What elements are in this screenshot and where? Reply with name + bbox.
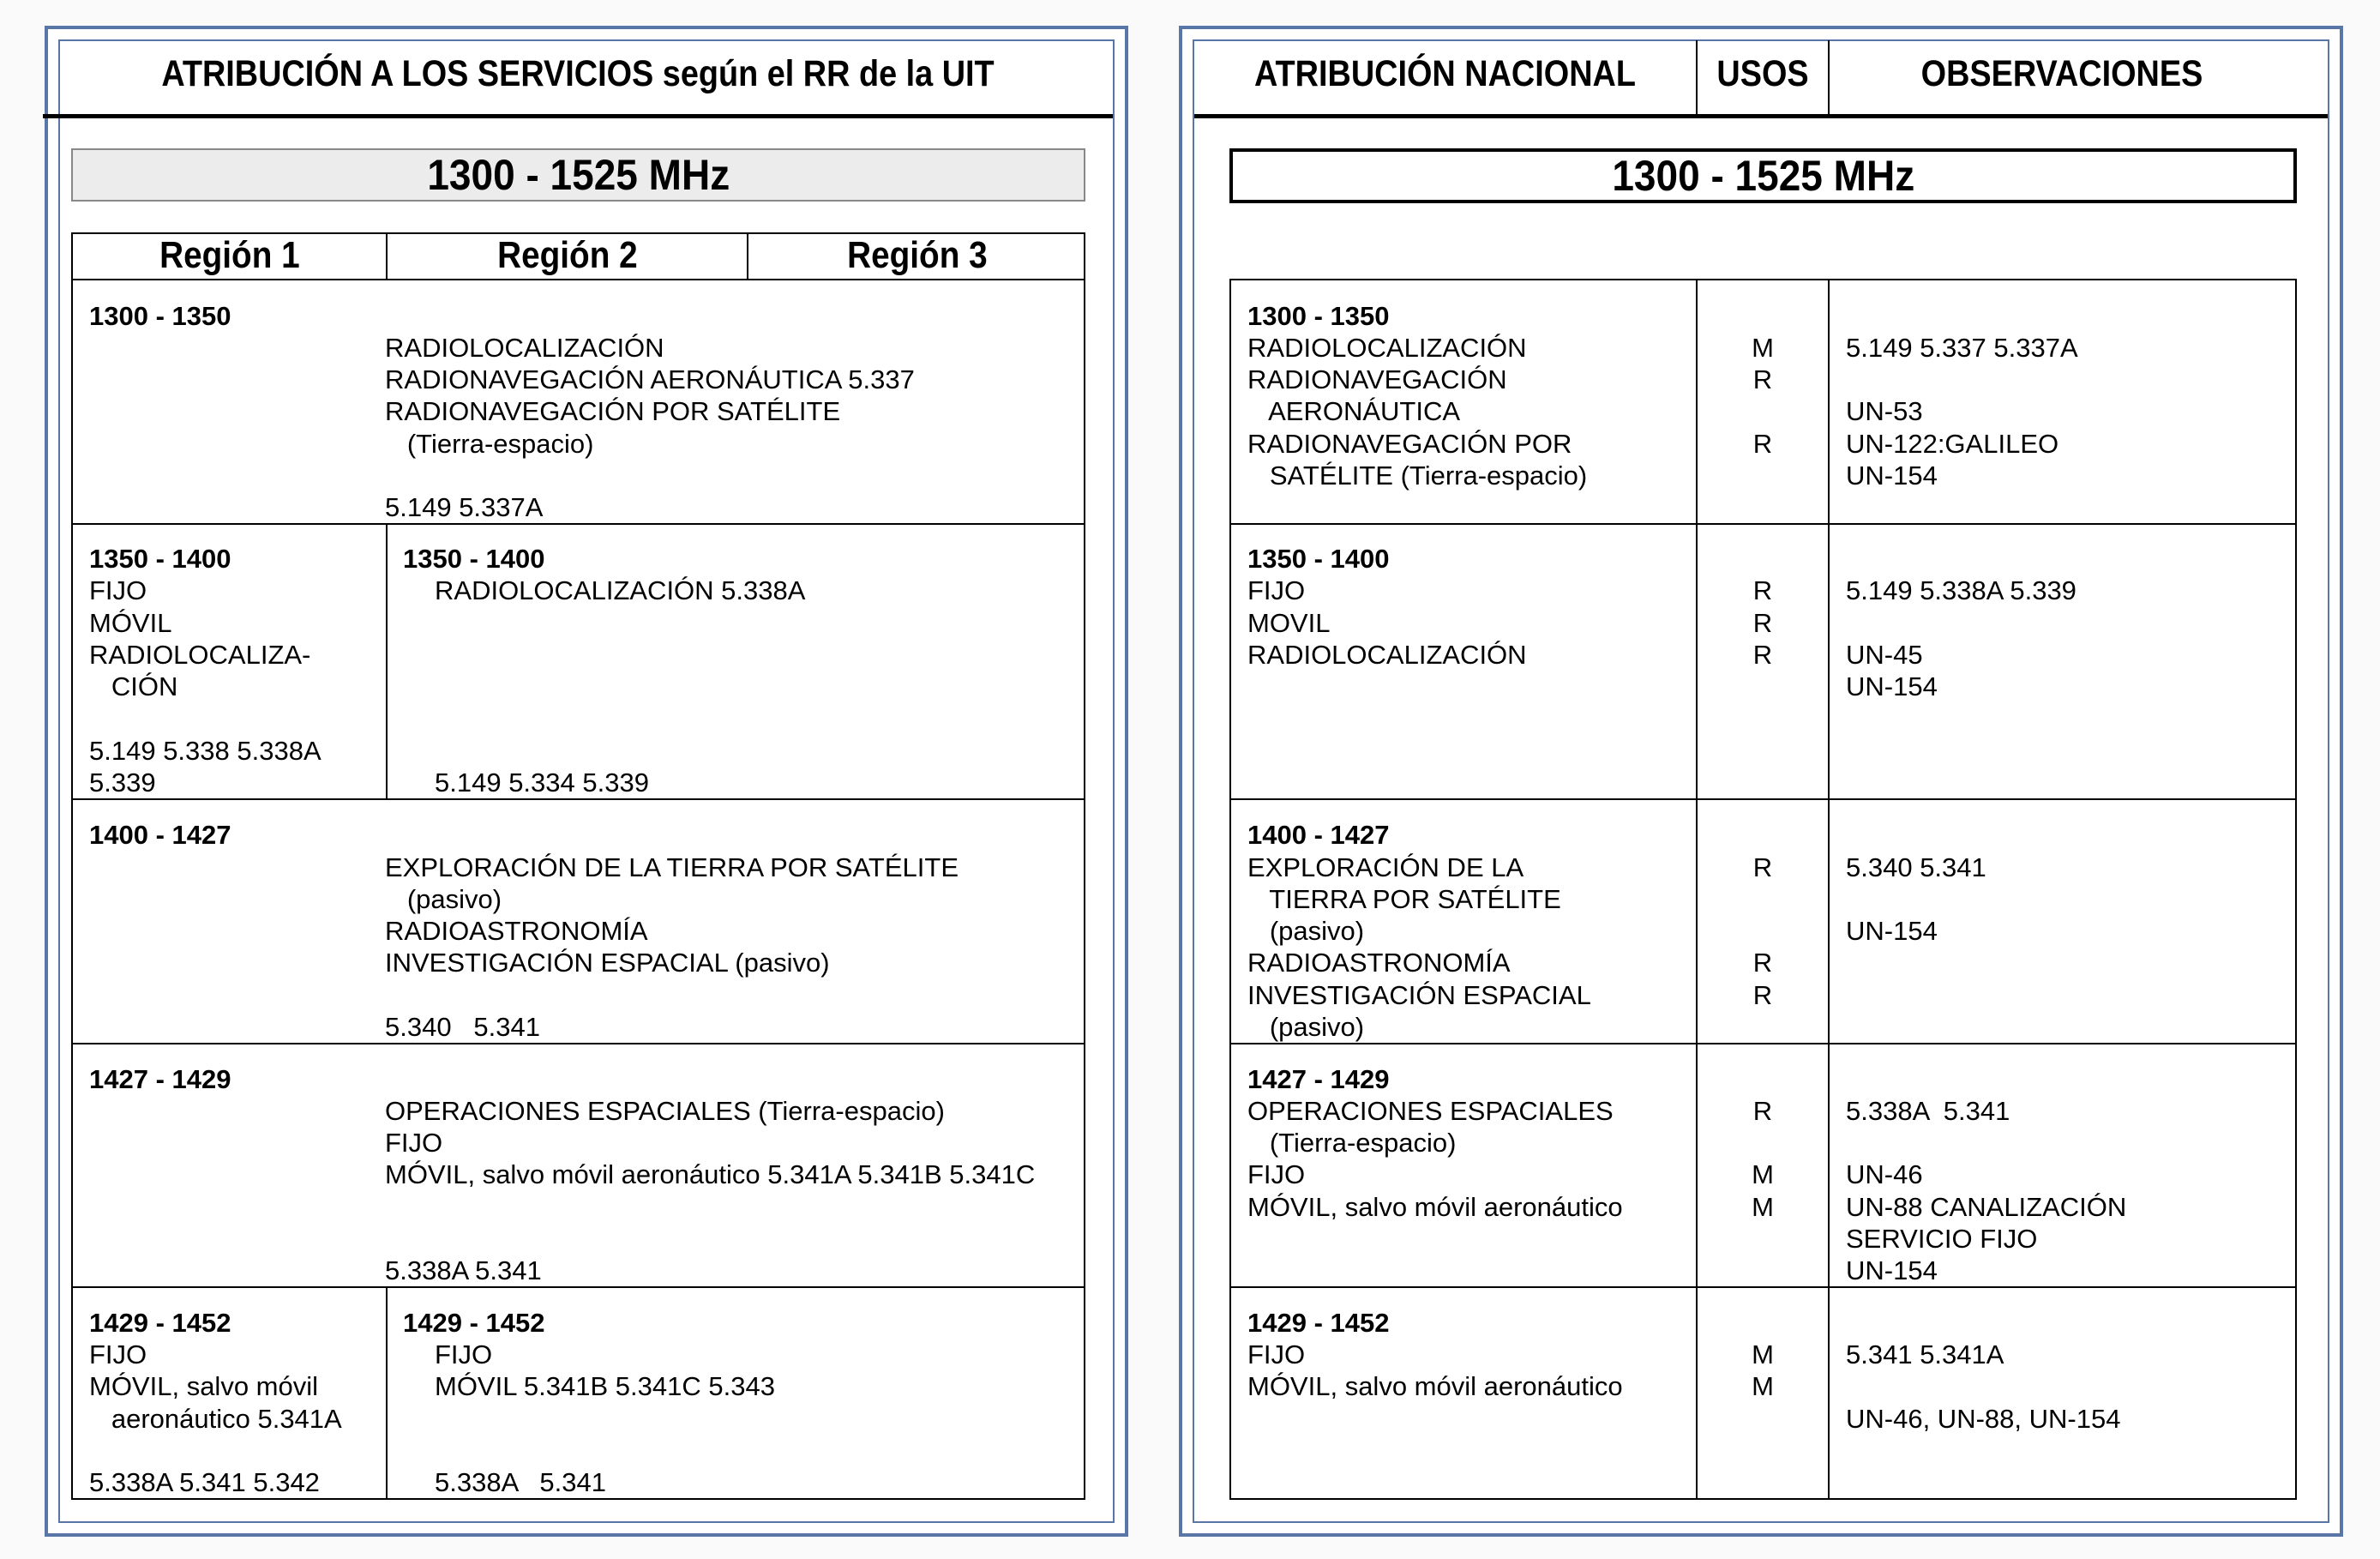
left-row2-r1-service: FIJO [89,575,147,605]
right-row5-uso: M [1752,1371,1774,1401]
left-row1-notes: 5.149 5.337A [385,492,544,522]
right-row1-uso: M [1752,333,1774,363]
left-band-text: 1300 - 1525 MHz [427,151,730,199]
left-row4-service: OPERACIONES ESPACIALES (Tierra-espacio) [385,1096,945,1126]
right-row4-service: (Tierra-espacio) [1247,1128,1457,1158]
left-row2-r1-service: RADIOLOCALIZA- [89,640,311,670]
right-row3-uso: R [1752,948,1773,978]
right-row4-freq: 1427 - 1429 [1247,1064,1390,1094]
right-col-divider-2 [1828,279,1830,1500]
left-row3-service: (pasivo) [385,884,502,914]
right-row1-service: AERONÁUTICA [1247,396,1461,426]
left-table-header-rule [71,279,1085,280]
left-row4-notes: 5.338A 5.341 [385,1255,542,1285]
left-row3-service: INVESTIGACIÓN ESPACIAL (pasivo) [385,948,830,978]
right-row3-service: RADIOASTRONOMÍA [1247,948,1511,978]
left-row5-r23-service: MÓVIL 5.341B 5.341C 5.343 [435,1371,775,1401]
left-row4-freq: 1427 - 1429 [89,1064,231,1094]
left-row5-r23-service: FIJO [435,1339,493,1369]
right-row4-obs: UN-46 [1846,1159,1923,1189]
region-1-header: Región 1 [159,234,300,276]
left-row-rule-3 [71,1043,1085,1044]
right-row2-freq: 1350 - 1400 [1247,544,1390,574]
right-row1-service: RADIONAVEGACIÓN POR [1247,429,1572,459]
right-row3-service: (pasivo) [1247,916,1365,946]
right-band-text: 1300 - 1525 MHz [1612,152,1914,200]
left-row2-r1-service: MÓVIL [89,608,172,638]
right-row4-uso: R [1752,1096,1773,1126]
left-row5-r23-freq: 1429 - 1452 [403,1308,545,1338]
right-header-divider-1 [1696,40,1698,116]
left-row5-r1-freq: 1429 - 1452 [89,1308,231,1338]
left-row2-r23-freq: 1350 - 1400 [403,544,545,574]
region-3-header: Región 3 [846,234,988,276]
left-row2-r1-notes: 5.339 [89,767,156,798]
left-row1-service: (Tierra-espacio) [385,429,594,459]
right-row-rule-3 [1229,1043,2297,1044]
left-row5-r1-service: MÓVIL, salvo móvil [89,1371,319,1401]
right-row-rule-2 [1229,798,2297,800]
right-row3-service: TIERRA POR SATÉLITE [1247,884,1561,914]
left-row3-freq: 1400 - 1427 [89,820,231,850]
right-row1-obs: UN-53 [1846,396,1923,426]
right-row3-freq: 1400 - 1427 [1247,820,1390,850]
right-row4-service: OPERACIONES ESPACIALES [1247,1096,1614,1126]
region-2-header: Región 2 [496,234,638,276]
right-col-divider-1 [1696,279,1698,1500]
left-row-rule-1 [71,523,1085,525]
left-row2-r23-service: RADIOLOCALIZACIÓN 5.338A [435,575,806,605]
right-row2-uso: R [1752,608,1773,638]
left-row1-service: RADIONAVEGACIÓN POR SATÉLITE [385,396,841,426]
right-row2-obs: UN-45 [1846,640,1923,670]
right-row4-obs: SERVICIO FIJO [1846,1224,2038,1254]
left-row2-r1-service: CIÓN [89,671,178,701]
right-row5-obs: UN-46, UN-88, UN-154 [1846,1404,2121,1434]
right-row1-uso: R [1752,429,1773,459]
left-row-rule-4 [71,1286,1085,1288]
left-row2-r1-freq: 1350 - 1400 [89,544,231,574]
right-row4-obs: UN-88 CANALIZACIÓN [1846,1192,2127,1222]
right-row3-service: EXPLORACIÓN DE LA [1247,852,1524,882]
right-header-observaciones: OBSERVACIONES [1920,53,2203,94]
left-row2-r23-notes: 5.149 5.334 5.339 [435,767,649,798]
left-row3-notes: 5.340 5.341 [385,1012,540,1042]
right-row-rule-1 [1229,523,2297,525]
left-band-title [71,148,1085,202]
right-row2-service: RADIOLOCALIZACIÓN [1247,640,1527,670]
right-row2-uso: R [1752,575,1773,605]
right-row2-service: MOVIL [1247,608,1331,638]
right-row1-service: SATÉLITE (Tierra-espacio) [1247,460,1588,491]
right-row5-freq: 1429 - 1452 [1247,1308,1390,1338]
left-row-rule-2 [71,798,1085,800]
right-row-rule-4 [1229,1286,2297,1288]
left-row1-service: RADIONAVEGACIÓN AERONÁUTICA 5.337 [385,364,915,394]
right-row4-uso: M [1752,1159,1774,1189]
right-row2-uso: R [1752,640,1773,670]
left-row1-service: RADIOLOCALIZACIÓN [385,333,664,363]
right-header-divider-2 [1828,40,1830,116]
left-row5-r1-notes: 5.338A 5.341 5.342 [89,1467,320,1497]
left-row2-divider [386,523,388,799]
right-row3-uso: R [1752,852,1773,882]
left-header: ATRIBUCIÓN A LOS SERVICIOS según el RR de la UIT [161,53,995,94]
left-row3-service: EXPLORACIÓN DE LA TIERRA POR SATÉLITE [385,852,959,882]
left-row5-r1-service: FIJO [89,1339,147,1369]
right-row3-obs: UN-154 [1846,916,1938,946]
right-row4-service: MÓVIL, salvo móvil aeronáutico [1247,1192,1623,1222]
left-row1-freq: 1300 - 1350 [89,301,231,331]
right-row3-uso: R [1752,980,1773,1010]
right-row4-obs: UN-154 [1846,1255,1938,1285]
left-row5-r1-service: aeronáutico 5.341A [89,1404,342,1434]
right-row1-service: RADIOLOCALIZACIÓN [1247,333,1527,363]
right-band-title [1229,148,2297,203]
right-row1-service: RADIONAVEGACIÓN [1247,364,1507,394]
right-row5-service: FIJO [1247,1339,1306,1369]
right-row2-service: FIJO [1247,575,1306,605]
right-row2-obs: UN-154 [1846,671,1938,701]
left-row2-r1-notes: 5.149 5.338 5.338A [89,736,322,766]
right-row4-service: FIJO [1247,1159,1306,1189]
right-header-national: ATRIBUCIÓN NACIONAL [1254,53,1636,94]
right-row5-service: MÓVIL, salvo móvil aeronáutico [1247,1371,1623,1401]
left-row5-divider [386,1286,388,1500]
left-row4-service: MÓVIL, salvo móvil aeronáutico 5.341A 5.341B 5.341C [385,1159,1036,1189]
left-row4-service: FIJO [385,1128,443,1158]
right-header-rule [1194,114,2328,118]
right-row1-obs: 5.149 5.337 5.337A [1846,333,2078,363]
left-header-rule [43,114,1113,118]
left-row5-r23-notes: 5.338A 5.341 [435,1467,606,1497]
right-row4-uso: M [1752,1192,1774,1222]
left-row3-service: RADIOASTRONOMÍA [385,916,648,946]
right-row5-uso: M [1752,1339,1774,1369]
right-row3-service: INVESTIGACIÓN ESPACIAL [1247,980,1591,1010]
right-row1-obs: UN-154 [1846,460,1938,491]
right-row1-freq: 1300 - 1350 [1247,301,1390,331]
right-row3-obs: 5.340 5.341 [1846,852,1986,882]
right-row4-obs: 5.338A 5.341 [1846,1096,2010,1126]
right-header-usos: USOS [1716,53,1809,94]
right-row1-uso: R [1752,364,1773,394]
right-row1-obs: UN-122:GALILEO [1846,429,2059,459]
right-row5-obs: 5.341 5.341A [1846,1339,2004,1369]
right-row3-service: (pasivo) [1247,1012,1365,1042]
right-row2-obs: 5.149 5.338A 5.339 [1846,575,2076,605]
